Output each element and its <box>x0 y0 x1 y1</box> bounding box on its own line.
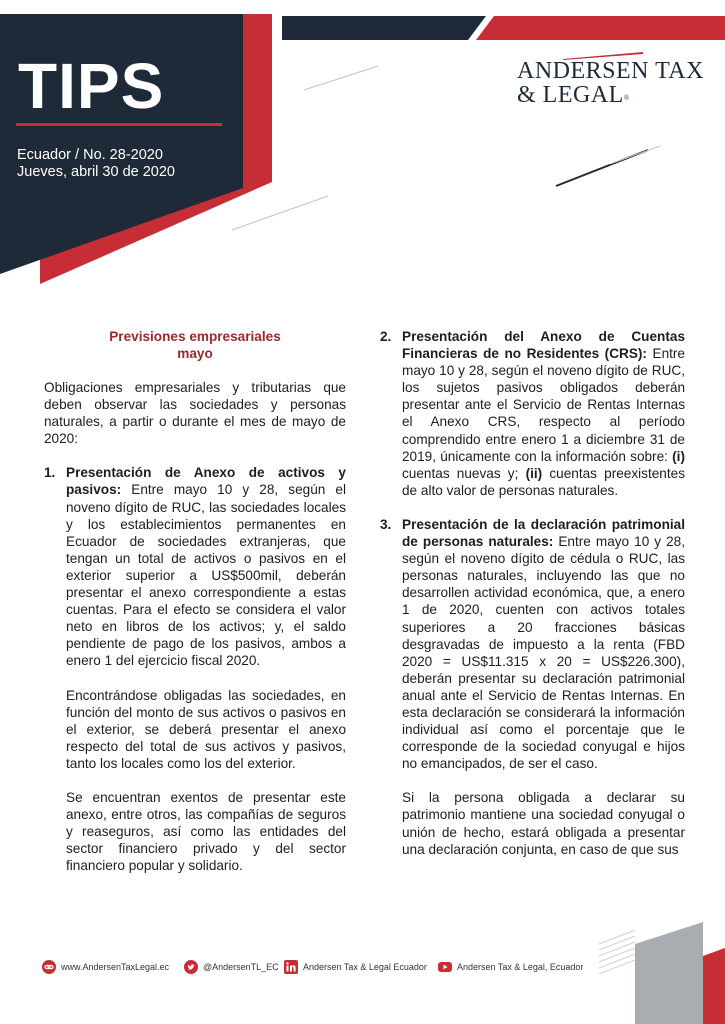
deco-line <box>232 196 328 230</box>
item-body <box>402 516 685 772</box>
twitter-link[interactable]: @AndersenTL_EC <box>203 962 279 972</box>
top-stripe-red <box>476 16 725 40</box>
issue-info <box>17 147 175 181</box>
deco-line <box>304 66 378 90</box>
section-title-line2: mayo <box>177 346 213 361</box>
andersen-logo <box>517 58 707 110</box>
list-item-2 <box>380 328 685 499</box>
corner-red-block <box>703 948 725 1024</box>
item-text: cuentas preexistentes de alto valor de personas naturales. <box>402 465 685 498</box>
item-number: 3. <box>380 516 392 532</box>
youtube-icon <box>438 960 452 974</box>
right-column <box>380 328 685 858</box>
item-text: Entre mayo 10 y 28, según el noveno dígito de RUC, las sociedades locales y los establecimientos permanentes en Ecuador de sociedades extranjeras, que tengan un total de activos o pasivos en el exterior superior a US$500mil, deberán presentar el anexo correspondiente a estas cuentas. Para el efecto se considera el valor neto en libros de los activos; y, el saldo pendiente de pago de los pasivos, ambos a enero 1 del ejercicio fiscal 2020. <box>66 482 346 669</box>
item-body <box>66 464 346 669</box>
website-link[interactable]: www.AndersenTaxLegal.ec <box>61 962 170 972</box>
item1-paragraph-3: Se encuentran exentos de presentar este anexo, entre otros, las compañías de seguros y reaseguros, así como las entidades del sector financiero privado y del sector financiero popular y solidario. <box>66 789 346 874</box>
title-underline <box>16 123 222 126</box>
list-item-1 <box>44 464 346 669</box>
item-text: Entre mayo 10 y 28, según el noveno dígito de cédula o RUC, las personas naturales, incluyendo las que no desarrollen actividad económica, que, a enero 1 de 2020, cuenten con activos totales superiores a 20 fracciones básicas desgravadas de impuesto a la renta (FBD 2020 = US$11.315 x 20 = US$226.300), deberán presentar su declaración patrimonial anual ante el Servicio de Rentas Internas. En esta declaración se considerará la información individual así como el porcentaje que le corresponde de la sociedad conyugal e hijos no emancipados, de ser el caso. <box>402 534 685 772</box>
registered-mark: ® <box>623 94 630 102</box>
item-number: 2. <box>380 329 392 344</box>
footer-twitter[interactable] <box>184 960 279 974</box>
issue-date: Jueves, abril 30 de 2020 <box>17 164 175 180</box>
item3-paragraph-2: Si la persona obligada a declarar su patrimonio mantiene una sociedad conyugal o unión de hecho, estará obligada a presentar una declaración conjunta, en caso de que sus <box>402 790 685 857</box>
twitter-icon <box>184 960 198 974</box>
list-item-3 <box>380 516 685 772</box>
footer-youtube[interactable] <box>438 960 583 974</box>
youtube-link[interactable]: Andersen Tax & Legal, Ecuador <box>457 962 584 972</box>
link-icon <box>42 960 56 974</box>
top-stripe-navy <box>282 16 486 40</box>
item-heading: Presentación de la declaración patrimonial de personas naturales: <box>402 516 685 550</box>
corner-gray-block <box>635 922 703 1024</box>
item-marker: (i) <box>672 448 685 464</box>
item-heading: Presentación del Anexo de Cuentas Financieras de no Residentes (CRS): <box>402 329 685 362</box>
item-body <box>402 328 685 499</box>
item-heading: Presentación de Anexo de activos y pasivos: <box>66 465 346 498</box>
left-column <box>44 328 346 874</box>
section-title <box>44 328 346 362</box>
deco-line <box>610 146 660 164</box>
linkedin-link[interactable]: Andersen Tax & Legal Ecuador <box>303 962 427 972</box>
item-number: 1. <box>44 465 56 481</box>
item-marker: (ii) <box>525 465 543 481</box>
issue-number: Ecuador / No. 28-2020 <box>17 147 163 163</box>
intro-paragraph: Obligaciones empresariales y tributarias que deben observar las sociedades y personas naturales, a partir o durante el mes de mayo de 2020: <box>44 380 346 447</box>
item1-paragraph-2: Encontrándose obligadas las sociedades, en función del monto de sus activos o pasivos en el exterior, se deberá presentar el anexo respecto del total de sus activos y pasivos, tanto los locales como los del exterior. <box>66 687 346 771</box>
logo-text-line2 <box>517 82 630 111</box>
item-text: Entre mayo 10 y 28, según el noveno dígito de RUC, los sujetos pasivos obligados deberán presentar ante el Servicio de Rentas Internas el Anexo CRS, respecto al período comprendido entre enero 1 a diciembre 31 de 2019, únicamente con la información sobre: <box>402 346 685 464</box>
linkedin-icon <box>284 960 298 974</box>
logo-text-line1: ANDERSEN TAX <box>517 58 704 84</box>
footer-linkedin[interactable] <box>284 960 427 974</box>
logo-legal-text: & LEGAL <box>517 82 624 108</box>
item-text: cuentas nuevas y; <box>402 465 526 481</box>
section-title-line1: Previsiones empresariales <box>109 329 281 344</box>
corner-graphic <box>595 914 725 1024</box>
page-title: TIPS <box>18 50 165 122</box>
footer-website[interactable] <box>42 960 169 974</box>
